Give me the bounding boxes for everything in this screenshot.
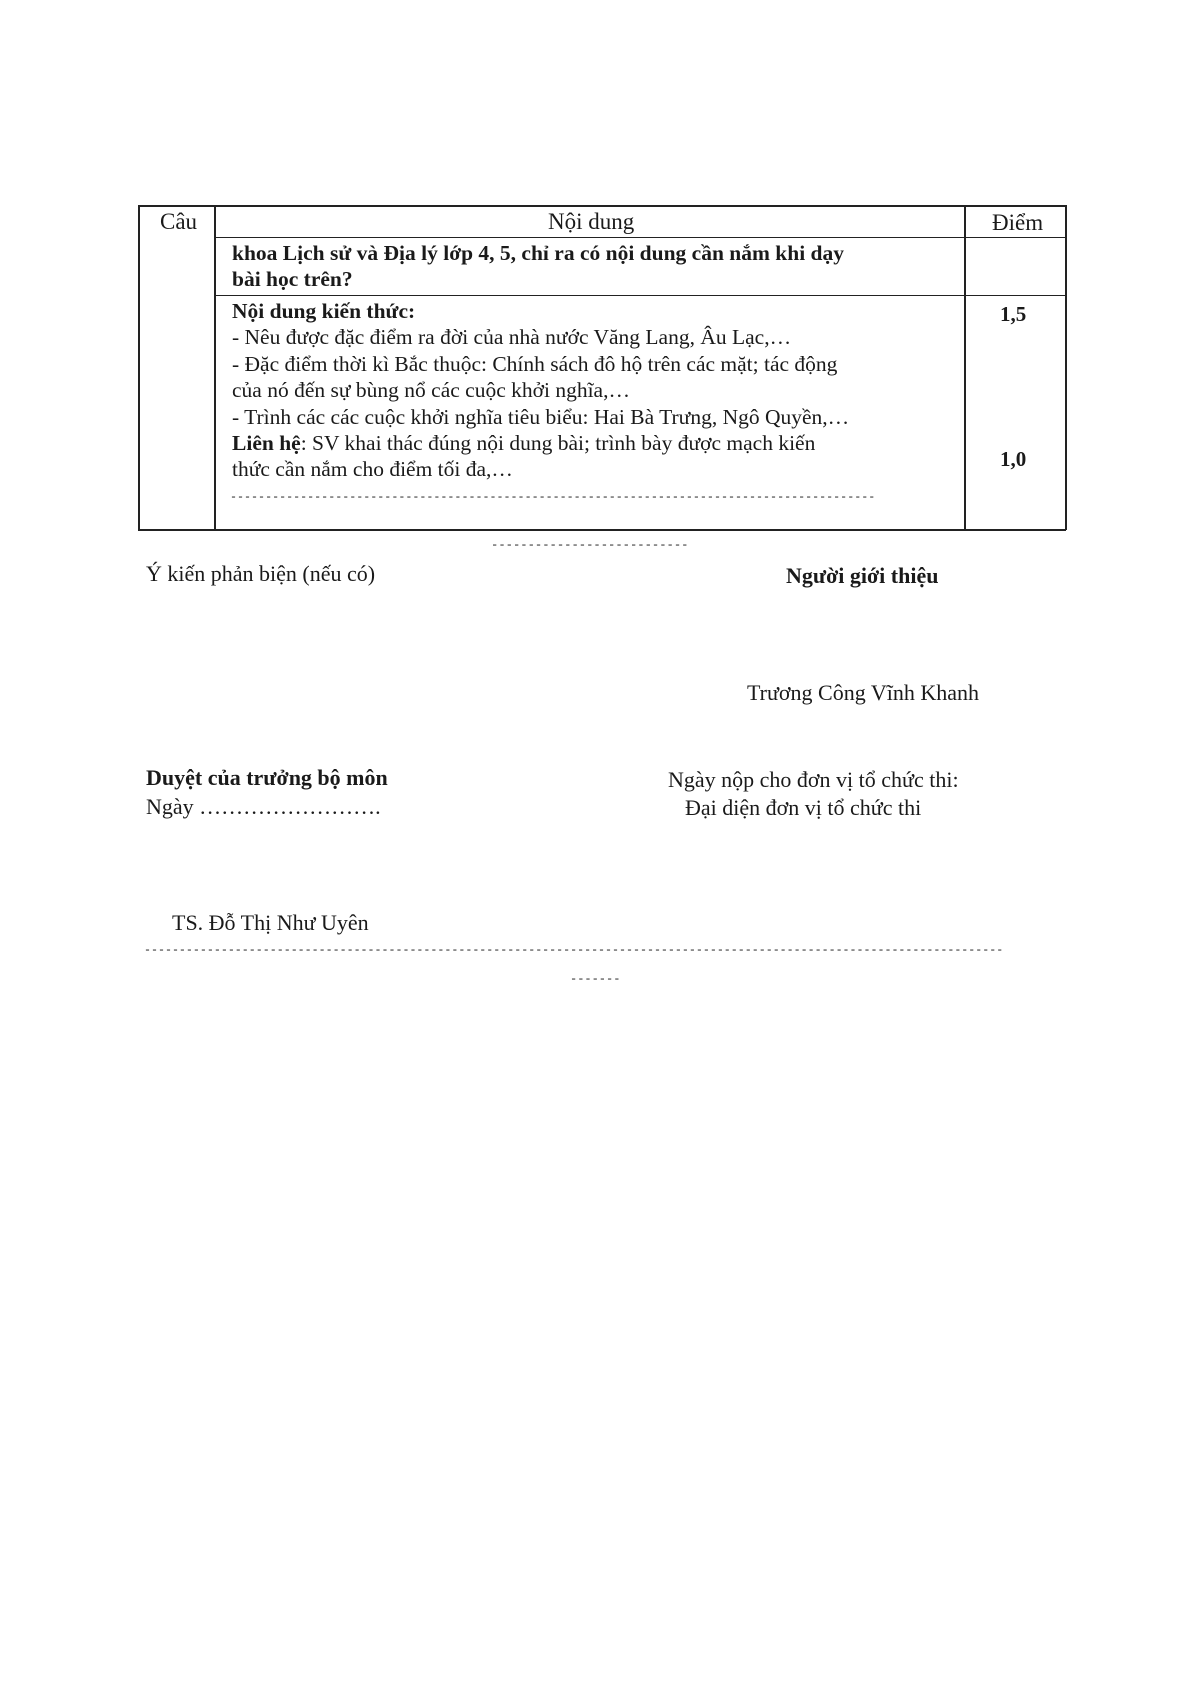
col-divider-2 <box>964 205 966 530</box>
table-border-left <box>138 205 140 530</box>
lien-he-line-2: thức cần nắm cho điểm tối đa,… <box>232 457 513 481</box>
table-border-bottom <box>138 529 1066 531</box>
dept-head-title: Duyệt của trưởng bộ môn <box>146 765 388 790</box>
footer-short-dashes: ------- <box>570 972 621 986</box>
question-line-1: khoa Lịch sử và Địa lý lớp 4, 5, chỉ ra có nội dung cần nắm khi dạy <box>232 241 845 265</box>
submission-date-label: Ngày nộp cho đơn vị tổ chức thi: <box>668 767 959 792</box>
header-diem: Điểm <box>992 210 1044 235</box>
dept-head-name: TS. Đỗ Thị Như Uyên <box>172 910 369 935</box>
header-row-divider <box>214 237 1066 238</box>
organizer-rep-label: Đại diện đơn vị tổ chức thi <box>685 795 922 820</box>
header-cau: Câu <box>160 209 198 234</box>
score-content: 1,5 <box>1000 302 1027 326</box>
footer-long-dashes: --------------------------------------------------------------------------------------------------------------------------- <box>144 944 1004 957</box>
header-noi-dung: Nội dung <box>548 209 635 234</box>
answer-table <box>138 205 1066 530</box>
content-line-3: của nó đến sự bùng nổ các cuộc khởi nghĩa,… <box>232 378 630 402</box>
reviewer-opinion-label: Ý kiến phản biện (nếu có) <box>146 561 376 586</box>
col-divider-1 <box>214 205 216 530</box>
question-row-divider <box>214 295 1066 296</box>
separator-dashes: --------------------------- <box>491 538 689 552</box>
content-line-4: - Trình các các cuộc khởi nghĩa tiêu biểu: Hai Bà Trưng, Ngô Quyền,… <box>232 405 850 429</box>
content-line-2: - Đặc điểm thời kì Bắc thuộc: Chính sách đô hộ trên các mặt; tác động <box>232 352 838 376</box>
introducer-name: Trương Công Vĩnh Khanh <box>747 680 979 705</box>
score-lien-he: 1,0 <box>1000 447 1027 471</box>
question-line-2: bài học trên? <box>232 267 353 291</box>
table-border-right <box>1065 205 1067 530</box>
inner-dash-line: -------------------------------------------------------------------------------------------- <box>230 490 876 504</box>
table-border-top <box>138 205 1066 207</box>
lien-he-label: Liên hệ <box>232 431 301 455</box>
dept-head-date: Ngày ……………………. <box>146 794 381 819</box>
introducer-title: Người giới thiệu <box>786 563 939 588</box>
lien-he-text: : SV khai thác đúng nội dung bài; trình bày được mạch kiến <box>300 431 816 455</box>
content-line-1: - Nêu được đặc điểm ra đời của nhà nước Văng Lang, Âu Lạc,… <box>232 325 792 349</box>
lien-he-line-1 <box>232 431 815 457</box>
content-heading: Nội dung kiến thức: <box>232 299 416 323</box>
